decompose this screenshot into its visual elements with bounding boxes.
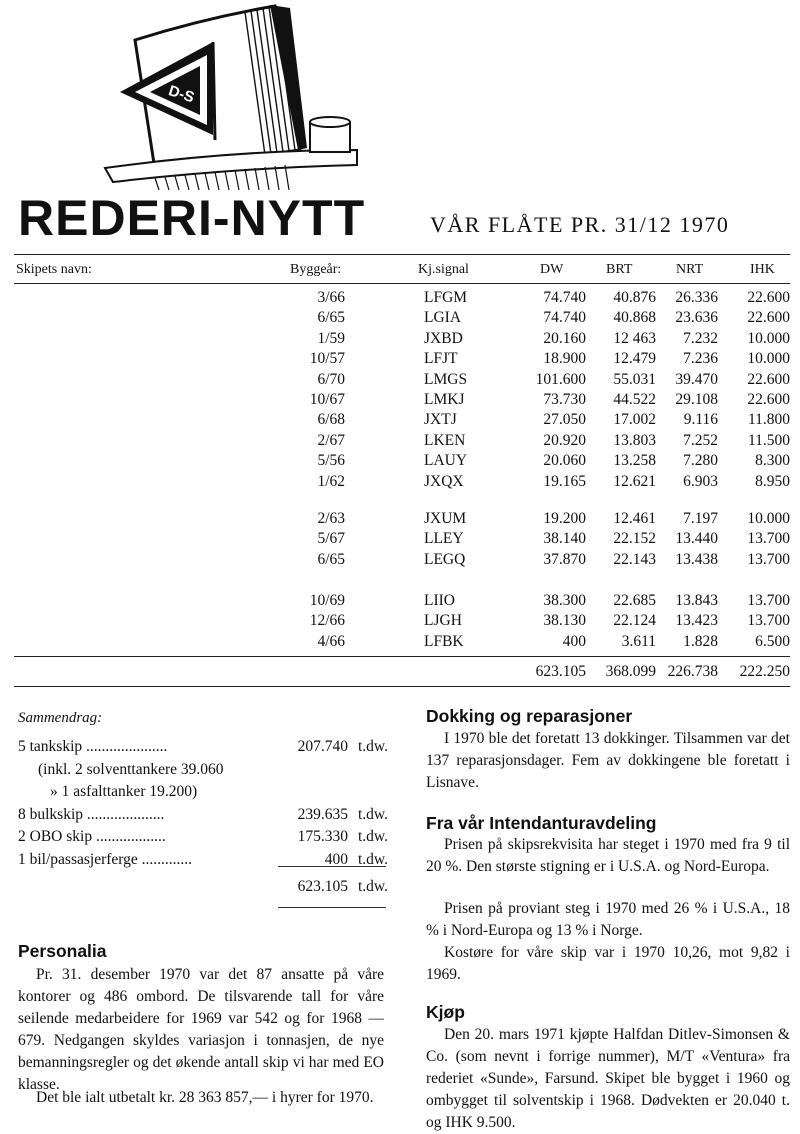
ship-year: 2/63 xyxy=(317,510,345,527)
ship-row xyxy=(14,329,790,349)
total-ihk: 222.250 xyxy=(739,663,790,680)
personalia-paragraph-2: Det ble ialt utbetalt kr. 28 363 857,— i hyrer for 1970. xyxy=(36,1089,374,1106)
summary-value: 207.740 xyxy=(297,738,348,755)
ship-ihk: 22.600 xyxy=(747,289,790,306)
ship-signal: LKEN xyxy=(424,431,466,449)
ship-row xyxy=(14,472,790,492)
ship-ihk: 22.600 xyxy=(747,370,790,388)
ship-ihk: 8.300 xyxy=(755,452,790,470)
ship-dw: 19.200 xyxy=(543,510,586,527)
ship-brt: 22.124 xyxy=(613,612,656,630)
ship-row xyxy=(14,509,790,529)
intendantur-paragraph-3: Kostøre for våre skip var i 1970 10,26, mot 9,82 i 1969. xyxy=(426,944,790,983)
col-header-dw: DW xyxy=(540,262,564,277)
ship-year: 6/65 xyxy=(317,309,345,327)
ship-brt: 12 463 xyxy=(613,329,656,347)
summary-unit: t.dw. xyxy=(358,738,388,755)
kjop-heading: Kjøp xyxy=(426,1002,465,1022)
ship-nrt: 7.232 xyxy=(683,329,718,347)
ship-year: 6/70 xyxy=(317,370,345,388)
ship-year: 5/56 xyxy=(317,452,345,470)
ship-row xyxy=(14,431,790,451)
ship-brt: 22.152 xyxy=(613,530,656,548)
ship-dw: 20.060 xyxy=(543,452,586,470)
ship-brt: 12.479 xyxy=(613,350,656,368)
summary-value: 175.330 xyxy=(297,828,348,845)
ship-signal: LGIA xyxy=(424,309,462,327)
summary-unit: t.dw. xyxy=(358,805,388,823)
fleet-title: VÅR FLÅTE PR. 31/12 1970 xyxy=(430,212,730,237)
ship-year: 10/69 xyxy=(309,592,345,609)
ship-nrt: 13.843 xyxy=(675,592,718,609)
ship-row xyxy=(14,349,790,369)
ship-brt: 22.685 xyxy=(613,592,656,609)
ship-signal: LFJT xyxy=(424,350,458,368)
ship-dw: 37.870 xyxy=(543,550,586,568)
intendantur-heading: Fra vår Intendanturavdeling xyxy=(426,813,657,833)
summary-line xyxy=(18,781,388,803)
ship-brt: 3.611 xyxy=(621,632,656,650)
ship-signal: JXUM xyxy=(424,510,467,527)
ship-year: 3/66 xyxy=(317,289,345,306)
ship-nrt: 29.108 xyxy=(675,391,718,408)
masthead-title: REDERI-NYTT xyxy=(18,190,366,246)
ship-dw: 18.900 xyxy=(543,350,586,368)
ship-ihk: 13.700 xyxy=(747,592,790,609)
ship-brt: 40.876 xyxy=(613,289,656,306)
ship-year: 6/65 xyxy=(317,550,345,568)
ship-signal: JXBD xyxy=(424,329,463,347)
ship-dw: 73.730 xyxy=(543,391,586,408)
ship-row xyxy=(14,308,790,328)
ship-nrt: 39.470 xyxy=(675,370,718,388)
table-top-rule xyxy=(14,254,790,255)
ship-brt: 12.461 xyxy=(613,510,656,527)
ship-nrt: 1.828 xyxy=(683,632,718,650)
ship-row xyxy=(14,288,790,308)
kjop-paragraph: Den 20. mars 1971 kjøpte Halfdan Ditlev-Simonsen & Co. (som nevnt i forrige nummer), M/T «Ventura» fra rederiet «Sunde», Farsund. Skipet ble bygget i 1960 og ombygget til solventskip i 1968. Dødvekten er 20.040 t. og IHK 9.500. xyxy=(426,1026,790,1131)
ship-dw: 101.600 xyxy=(535,370,586,388)
ship-dw: 20.160 xyxy=(543,329,586,347)
ship-signal: LMGS xyxy=(424,370,468,388)
ship-year: 10/67 xyxy=(309,391,345,408)
ship-ihk: 6.500 xyxy=(755,632,790,650)
summary-label: » 1 asfalttanker 19.200) xyxy=(50,783,198,800)
intendantur-paragraph-1: Prisen på skipsrekvisita har steget i 1970 med fra 9 til 20 %. Den største stigning er i U.S.A. og Nord-Europa. xyxy=(426,836,790,875)
total-rule xyxy=(14,656,790,657)
ship-signal: JXTJ xyxy=(424,411,457,429)
ship-nrt: 9.116 xyxy=(683,411,718,429)
ship-row xyxy=(14,550,790,570)
ship-year: 6/68 xyxy=(317,411,345,429)
ship-row xyxy=(14,529,790,549)
ship-signal: LLEY xyxy=(424,530,464,548)
ship-row xyxy=(14,591,790,611)
ship-dw: 38.130 xyxy=(543,612,586,630)
dokking-paragraph: I 1970 ble det foretatt 13 dokkinger. Tilsammen var det 137 reparasjonsdager. Fem av dokkingene ble foretatt i Lisnave. xyxy=(426,730,790,791)
header-rule xyxy=(14,283,790,284)
ship-ihk: 10.000 xyxy=(747,350,790,368)
ship-year: 2/67 xyxy=(317,431,345,449)
ship-row xyxy=(14,451,790,471)
ship-row xyxy=(14,611,790,631)
summary-value: 239.635 xyxy=(297,805,348,823)
ship-dw: 74.740 xyxy=(543,309,586,327)
col-header-name: Skipets navn: xyxy=(16,262,92,277)
intendantur-paragraph-2: Prisen på proviant steg i 1970 med 26 % i U.S.A., 18 % i Nord-Europa og 13 % i Norge. xyxy=(426,900,790,939)
fleet-total-row xyxy=(14,662,790,682)
ship-row xyxy=(14,410,790,430)
ship-ihk: 22.600 xyxy=(747,391,790,408)
ship-brt: 22.143 xyxy=(613,550,656,568)
ship-signal: LFBK xyxy=(424,632,464,650)
ship-signal: JXQX xyxy=(424,472,464,490)
ship-nrt: 7.236 xyxy=(683,350,718,368)
ship-dw: 74.740 xyxy=(543,289,586,306)
ship-year: 1/62 xyxy=(317,472,345,490)
ship-ihk: 10.000 xyxy=(747,329,790,347)
ship-brt: 40.868 xyxy=(613,309,656,327)
ship-brt: 12.621 xyxy=(613,472,656,490)
personalia-heading: Personalia xyxy=(18,941,107,961)
summary-label: 2 OBO skip .................. xyxy=(18,828,166,845)
summary-line xyxy=(18,849,388,871)
ship-signal: LAUY xyxy=(424,452,468,470)
summary-line xyxy=(18,759,388,781)
summary-line xyxy=(18,736,388,758)
ship-brt: 13.803 xyxy=(613,431,656,449)
ship-ihk: 22.600 xyxy=(747,309,790,327)
total-brt: 368.099 xyxy=(605,663,656,680)
ship-dw: 400 xyxy=(562,632,586,650)
ship-year: 1/59 xyxy=(317,329,345,347)
summary-label: (inkl. 2 solventtankere 39.060 xyxy=(38,760,224,778)
ship-nrt: 7.280 xyxy=(683,452,718,470)
summary-total-unit: t.dw. xyxy=(358,878,388,895)
ship-brt: 55.031 xyxy=(613,370,656,388)
summary-caption: Sammendrag: xyxy=(18,710,103,726)
summary-line xyxy=(18,804,388,826)
ship-signal: LFGM xyxy=(424,289,468,306)
ship-nrt: 6.903 xyxy=(683,472,718,490)
ship-brt: 13.258 xyxy=(613,452,656,470)
ship-dw: 20.920 xyxy=(543,431,586,449)
ship-row xyxy=(14,632,790,652)
ship-dw: 19.165 xyxy=(543,472,586,490)
ship-nrt: 26.336 xyxy=(675,289,718,306)
ship-ihk: 13.700 xyxy=(747,550,790,568)
shipping-company-logo xyxy=(95,0,365,192)
col-header-ihk: IHK xyxy=(750,262,775,277)
total-dw: 623.105 xyxy=(535,663,586,680)
ship-ihk: 13.700 xyxy=(747,530,790,548)
col-header-brt: BRT xyxy=(606,262,633,277)
ship-year: 4/66 xyxy=(317,632,345,650)
ship-dw: 38.140 xyxy=(543,530,586,548)
ship-dw: 38.300 xyxy=(543,592,586,609)
ship-ihk: 10.000 xyxy=(747,510,790,527)
summary-sum-rule xyxy=(278,866,386,867)
dokking-heading: Dokking og reparasjoner xyxy=(426,706,633,726)
ship-row xyxy=(14,370,790,390)
total-nrt: 226.738 xyxy=(667,663,718,680)
summary-total-value: 623.105 xyxy=(297,878,348,895)
summary-label: 5 tankskip ..................... xyxy=(18,738,168,755)
logo-flag-text: D-S xyxy=(166,82,197,107)
summary-total xyxy=(18,876,388,898)
ship-row xyxy=(14,390,790,410)
col-header-year: Byggeår: xyxy=(290,262,342,277)
ship-signal: LJGH xyxy=(424,612,462,630)
personalia-paragraph-1: Pr. 31. desember 1970 var det 87 ansatte på våre kontorer og 486 ombord. De tilsvarende tall for våre seilende medarbeidere for 1969 var 542 og for 1968 — 679. Nedgangen skyldes variasjon i tonnasjen, de nye bemanningsregler og det økende antall skip vi har med EO klasse. xyxy=(18,966,384,1093)
ship-signal: LIIO xyxy=(424,592,455,609)
table-bottom-rule xyxy=(14,686,790,687)
ship-year: 5/67 xyxy=(317,530,345,548)
ship-dw: 27.050 xyxy=(543,411,586,429)
summary-line xyxy=(18,826,388,848)
ship-brt: 44.522 xyxy=(613,391,656,408)
col-header-signal: Kj.signal xyxy=(418,262,469,277)
ship-signal: LEGQ xyxy=(424,550,466,568)
ship-brt: 17.002 xyxy=(613,411,656,429)
summary-unit: t.dw. xyxy=(358,828,388,845)
ship-year: 10/57 xyxy=(309,350,345,368)
ship-nrt: 13.423 xyxy=(675,612,718,630)
summary-label: 1 bil/passasjerferge ............. xyxy=(18,850,193,868)
ship-nrt: 7.197 xyxy=(683,510,718,527)
ship-ihk: 8.950 xyxy=(755,472,790,490)
ship-nrt: 13.440 xyxy=(675,530,718,548)
ship-ihk: 11.500 xyxy=(747,431,790,449)
ship-ihk: 11.800 xyxy=(747,411,790,429)
ship-nrt: 7.252 xyxy=(683,431,718,449)
col-header-nrt: NRT xyxy=(676,262,704,277)
summary-label: 8 bulkskip .................... xyxy=(18,805,165,823)
ship-nrt: 13.438 xyxy=(675,550,718,568)
summary-unit: t.dw. xyxy=(358,850,388,868)
ship-signal: LMKJ xyxy=(424,391,465,408)
summary-bottom-rule xyxy=(278,907,386,908)
ship-ihk: 13.700 xyxy=(747,612,790,630)
summary-value: 400 xyxy=(324,850,348,868)
ship-year: 12/66 xyxy=(309,612,345,630)
ship-nrt: 23.636 xyxy=(675,309,718,327)
